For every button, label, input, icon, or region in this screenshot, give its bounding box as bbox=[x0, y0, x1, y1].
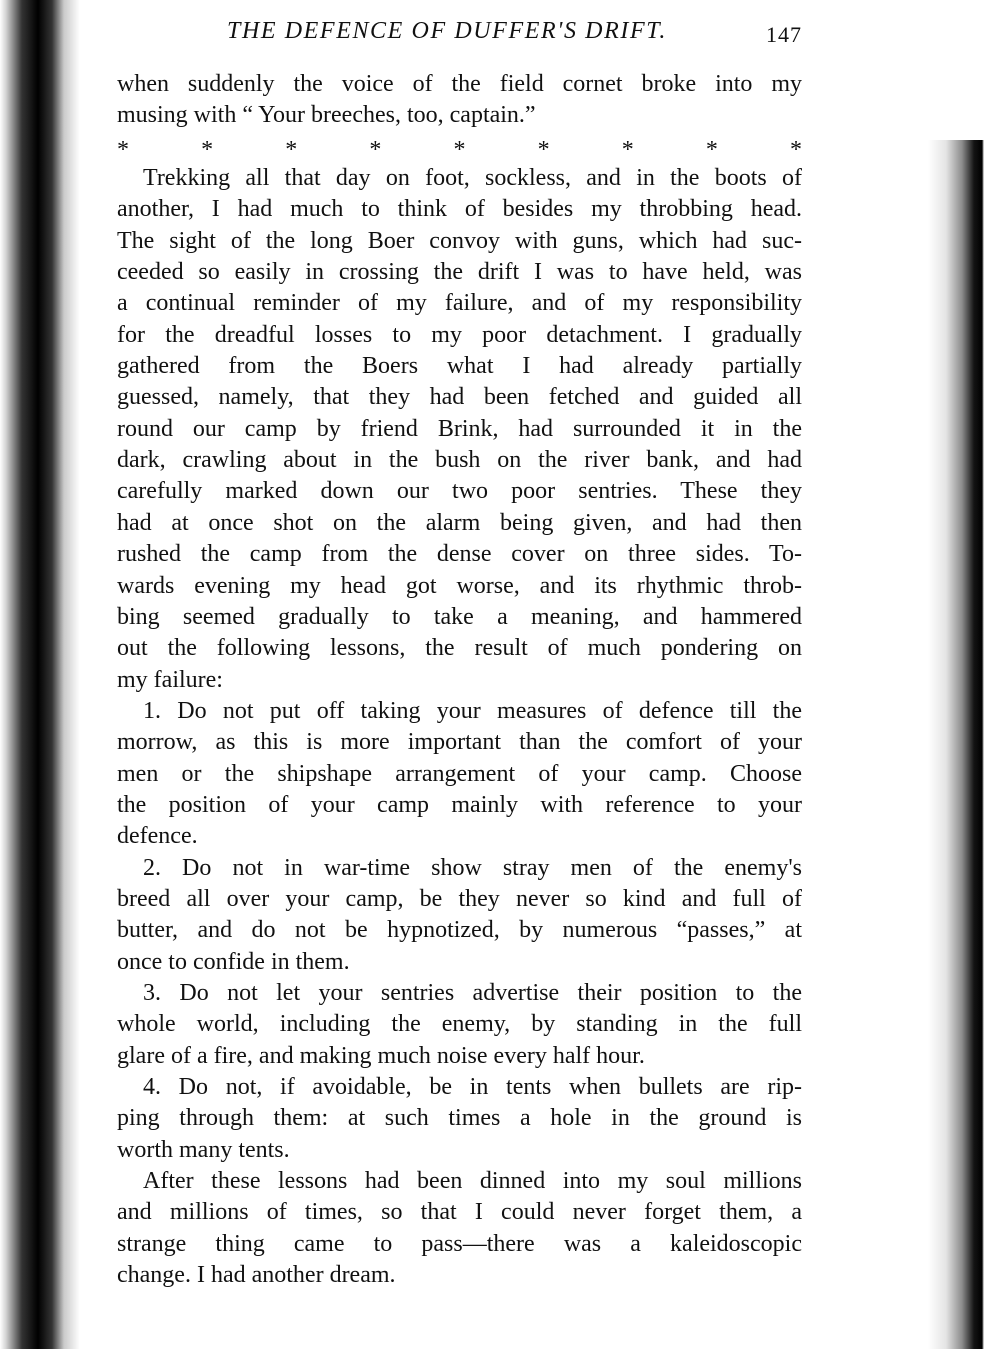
text-line: worth many tents. bbox=[117, 1136, 290, 1163]
text-line: defence. bbox=[117, 823, 198, 850]
text-line: and millions of times, so that I could never forget them, a bbox=[117, 1199, 802, 1226]
text-line: morrow, as this is more important than the comfort of your bbox=[117, 729, 802, 756]
text-line: had at once shot on the alarm being given, and had then bbox=[117, 509, 802, 536]
text-line: dark, crawling about in the bush on the river bank, and had bbox=[117, 447, 802, 474]
text-line: for the dreadful losses to my poor detachment. I gradually bbox=[117, 321, 802, 348]
text-line: round our camp by friend Brink, had surrounded it in the bbox=[117, 415, 802, 442]
text-line: ceeded so easily in crossing the drift I was to have held, was bbox=[117, 259, 802, 286]
running-header bbox=[117, 18, 802, 52]
text-line: wards evening my head got worse, and its rhythmic throb- bbox=[117, 572, 802, 599]
page-body bbox=[117, 69, 802, 1291]
paragraph bbox=[117, 853, 802, 978]
section-break-star: * bbox=[790, 136, 802, 163]
text-line: whole world, including the enemy, by standing in the full bbox=[117, 1011, 802, 1038]
binding-shadow-right bbox=[928, 140, 1000, 1349]
text-line: guessed, namely, that they had been fetched and guided all bbox=[117, 384, 802, 411]
text-line: 1. Do not put off taking your measures of defence till the bbox=[143, 697, 802, 724]
text-line: a continual reminder of my failure, and of my responsibility bbox=[117, 290, 802, 317]
text-line: ping through them: at such times a hole in the ground is bbox=[117, 1105, 802, 1132]
text-line: glare of a fire, and making much noise every half hour. bbox=[117, 1042, 645, 1069]
section-break-star: * bbox=[369, 136, 382, 163]
text-line: out the following lessons, the result of much pondering on bbox=[117, 635, 802, 662]
section-break-star: * bbox=[621, 136, 634, 163]
paragraph bbox=[117, 1166, 802, 1291]
text-line: change. I had another dream. bbox=[117, 1262, 396, 1289]
text-line: the position of your camp mainly with reference to your bbox=[117, 791, 802, 818]
text-line: musing with “ Your breeches, too, captain.” bbox=[117, 102, 536, 129]
page-number: 147 bbox=[766, 22, 802, 47]
text-line: 2. Do not in war-time show stray men of the enemy's bbox=[143, 854, 802, 881]
paragraph bbox=[117, 1072, 802, 1166]
text-line: breed all over your camp, be they never so kind and full of bbox=[117, 885, 802, 912]
text-line: men or the shipshape arrangement of your camp. Choose bbox=[117, 760, 802, 787]
paragraph bbox=[117, 696, 802, 853]
section-break-star: * bbox=[285, 136, 298, 163]
binding-shadow-left bbox=[0, 0, 80, 1349]
text-line: when suddenly the voice of the field cornet broke into my bbox=[117, 71, 802, 97]
section-break-star: * bbox=[201, 136, 214, 163]
text-line: The sight of the long Boer convoy with guns, which had suc- bbox=[117, 227, 802, 254]
text-line: strange thing came to pass—there was a kaleidoscopic bbox=[117, 1230, 802, 1257]
section-break-star: * bbox=[117, 136, 129, 163]
text-line: another, I had much to think of besides my throbbing head. bbox=[117, 196, 802, 223]
section-break-star: * bbox=[453, 136, 466, 163]
paragraph bbox=[117, 69, 802, 132]
text-line: Trekking all that day on foot, sockless, and in the boots of bbox=[143, 165, 802, 192]
text-line: gathered from the Boers what I had already partially bbox=[117, 353, 802, 380]
paragraph bbox=[117, 978, 802, 1072]
section-break bbox=[117, 132, 802, 163]
text-line: 4. Do not, if avoidable, be in tents when bullets are rip- bbox=[143, 1074, 802, 1100]
running-title: THE DEFENCE OF DUFFER'S DRIFT. bbox=[227, 18, 667, 44]
section-break-star: * bbox=[537, 136, 550, 163]
text-line: carefully marked down our two poor sentries. These they bbox=[117, 478, 802, 505]
text-line: After these lessons had been dinned into my soul millions bbox=[143, 1168, 802, 1195]
text-line: once to confide in them. bbox=[117, 948, 350, 975]
text-line: butter, and do not be hypnotized, by numerous “passes,” at bbox=[117, 917, 802, 944]
text-line: rushed the camp from the dense cover on three sides. To- bbox=[117, 541, 802, 568]
section-break-star: * bbox=[705, 136, 718, 163]
text-line: 3. Do not let your sentries advertise their position to the bbox=[143, 979, 802, 1006]
paragraph bbox=[117, 163, 802, 696]
text-line: my failure: bbox=[117, 666, 223, 693]
text-line: bing seemed gradually to take a meaning, and hammered bbox=[117, 603, 802, 630]
